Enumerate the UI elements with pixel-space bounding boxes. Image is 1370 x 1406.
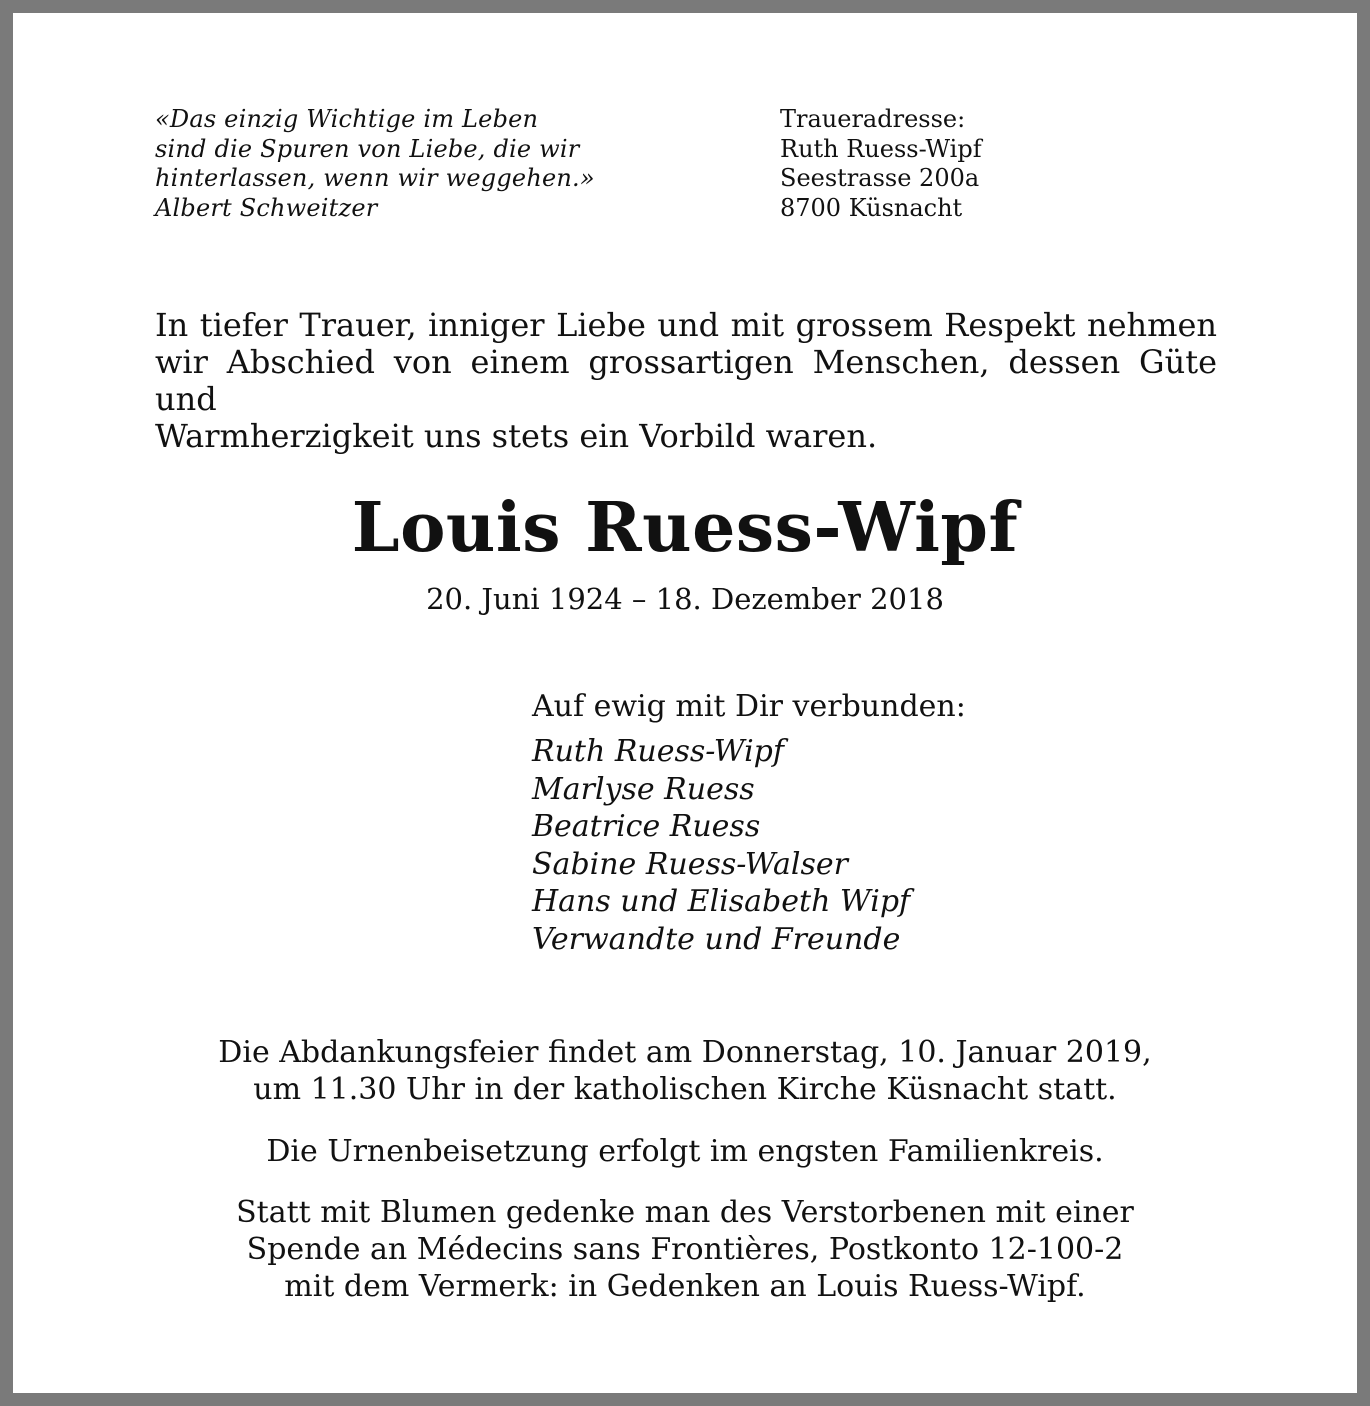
quote-author: Albert Schweitzer xyxy=(155,193,378,222)
address-label: Traueradresse: xyxy=(780,105,966,133)
donation-notice xyxy=(13,1194,1357,1305)
ceremony-line: um 11.30 Uhr in der katholischen Kirche Küsnacht statt. xyxy=(253,1072,1117,1107)
intro-paragraph xyxy=(155,307,1217,455)
intro-line: In tiefer Trauer, inniger Liebe und mit grossem Respekt nehmen xyxy=(155,306,1217,344)
quote-line: sind die Spuren von Liebe, die wir xyxy=(155,134,580,163)
quote-block xyxy=(155,105,715,223)
address-name: Ruth Ruess-Wipf xyxy=(780,134,982,163)
burial-line: Die Urnenbeisetzung erfolgt im engsten Familienkreis. xyxy=(266,1134,1104,1169)
intro-line: wir Abschied von einem grossartigen Menschen, dessen Güte und xyxy=(155,343,1217,418)
address-city: 8700 Küsnacht xyxy=(780,193,963,222)
address-street: Seestrasse 200a xyxy=(780,164,980,192)
life-dates: 20. Juni 1924 – 18. Dezember 2018 xyxy=(426,582,944,616)
mourners-list xyxy=(532,733,1132,958)
mourner-name: Beatrice Ruess xyxy=(532,809,761,844)
obituary-page xyxy=(13,13,1357,1393)
ceremony-line: Die Abdankungsfeier findet am Donnerstag, 10. Januar 2019, xyxy=(218,1035,1152,1070)
mourner-name: Sabine Ruess-Walser xyxy=(532,846,848,882)
mourning-address-block xyxy=(780,105,1180,223)
donation-line: Spende an Médecins sans Frontières, Postkonto 12-100-2 xyxy=(246,1232,1124,1267)
donation-line: Statt mit Blumen gedenke man des Verstorbenen mit einer xyxy=(236,1195,1134,1230)
quote-line: «Das einzig Wichtige im Leben xyxy=(155,105,539,133)
mourners-heading: Auf ewig mit Dir verbunden: xyxy=(532,689,966,724)
burial-notice xyxy=(13,1133,1357,1170)
mourner-name: Verwandte und Freunde xyxy=(532,921,901,957)
ceremony-notice xyxy=(13,1034,1357,1108)
mourner-name: Ruth Ruess-Wipf xyxy=(532,734,784,769)
quote-line: hinterlassen, wenn wir weggehen.» xyxy=(155,164,595,192)
donation-line: mit dem Vermerk: in Gedenken an Louis Ruess-Wipf. xyxy=(284,1269,1086,1304)
mourners-block xyxy=(532,687,1132,958)
mourner-name: Hans und Elisabeth Wipf xyxy=(532,884,911,919)
intro-line: Warmherzigkeit uns stets ein Vorbild waren. xyxy=(155,417,878,455)
mourner-name: Marlyse Ruess xyxy=(532,771,755,807)
deceased-name: Louis Ruess-Wipf xyxy=(351,488,1019,568)
